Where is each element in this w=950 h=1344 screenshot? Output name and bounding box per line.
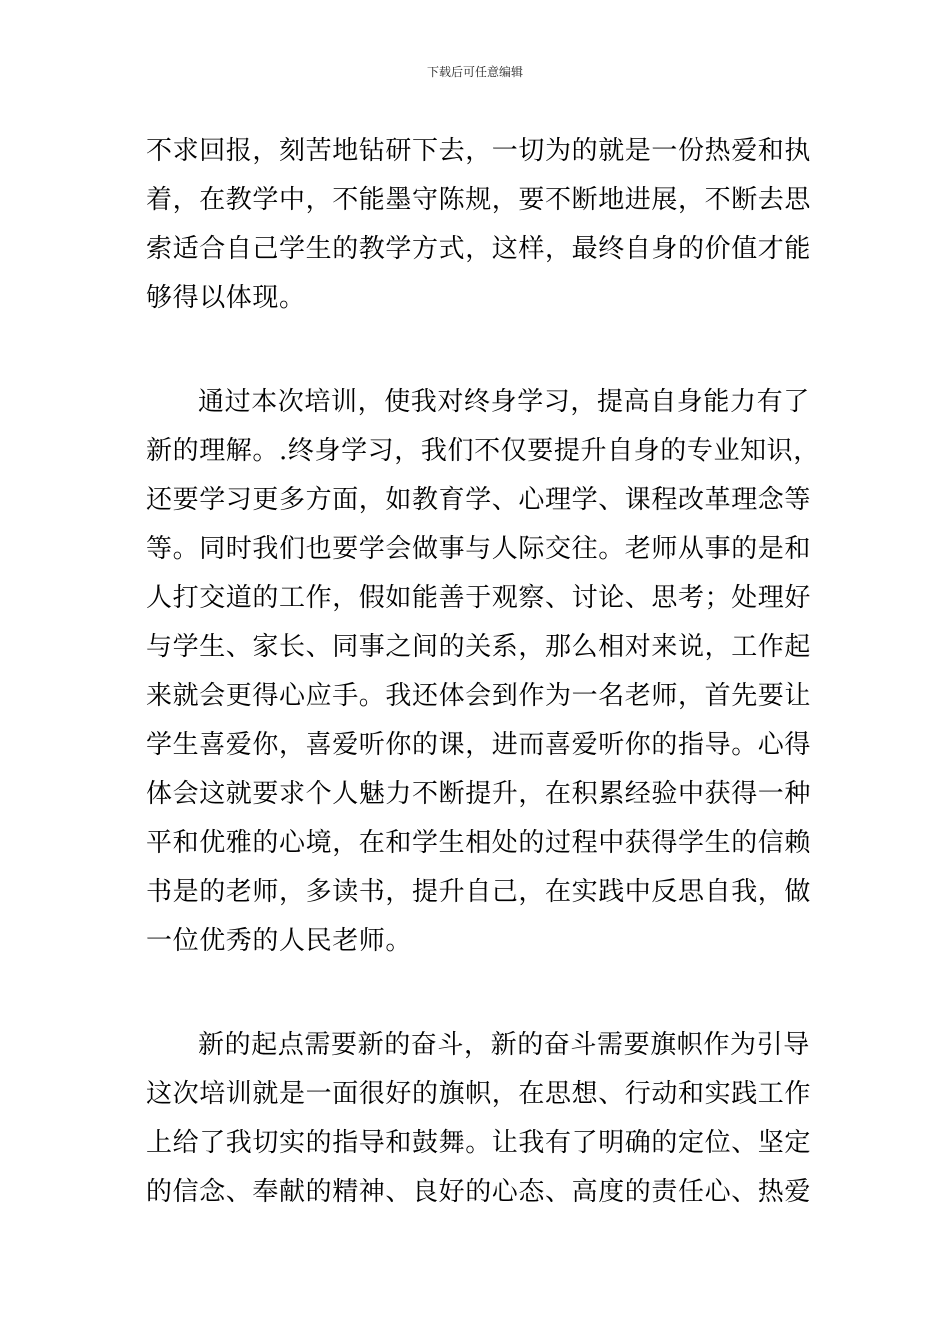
text-line: 书是的老师，多读书，提升自己，在实践中反思自我，做 <box>146 877 812 907</box>
text-line: 新的理解。.终身学习，我们不仅要提升自身的专业知识， <box>146 436 820 466</box>
text-line: 通过本次培训，使我对终身学习，提高自身能力有了 <box>198 387 810 417</box>
text-line: 一位优秀的人民老师。 <box>146 926 413 956</box>
text-line: 索适合自己学生的教学方式，这样，最终自身的价值才能 <box>146 234 812 264</box>
document-body <box>146 127 820 1217</box>
text-line: 还要学习更多方面，如教育学、心理学、课程改革理念等 <box>146 485 812 515</box>
text-line: 着，在教学中，不能墨守陈规，要不断地进展，不断去思 <box>146 185 812 215</box>
paragraph-gap <box>146 323 806 378</box>
text-line: 来就会更得心应手。我还体会到作为一名老师，首先要让 <box>146 681 812 711</box>
page-header: 下载后可任意编辑 <box>426 65 523 79</box>
text-line: 不求回报，刻苦地钻研下去，一切为的就是一份热爱和执 <box>146 136 812 166</box>
paragraph-3 <box>146 1021 812 1217</box>
paragraph-1 <box>146 127 812 323</box>
paragraph-2 <box>146 378 820 966</box>
text-line: 新的起点需要新的奋斗，新的奋斗需要旗帜作为引导 <box>198 1030 810 1060</box>
text-line: 等。同时我们也要学会做事与人际交往。老师从事的是和 <box>146 534 812 564</box>
text-line: 与学生、家长、同事之间的关系，那么相对来说，工作起 <box>146 632 812 662</box>
text-line: 平和优雅的心境，在和学生相处的过程中获得学生的信赖 <box>146 828 812 858</box>
text-line: 这次培训就是一面很好的旗帜，在思想、行动和实践工作 <box>146 1079 812 1109</box>
text-line: 够得以体现。 <box>146 283 306 313</box>
text-line: 的信念、奉献的精神、良好的心态、高度的责任心、热爱 <box>146 1177 812 1207</box>
text-line: 体会这就要求个人魅力不断提升，在积累经验中获得一种 <box>146 779 812 809</box>
text-line: 学生喜爱你，喜爱听你的课，进而喜爱听你的指导。心得 <box>146 730 812 760</box>
text-line: 人打交道的工作，假如能善于观察、讨论、思考；处理好 <box>146 583 812 613</box>
paragraph-gap <box>146 966 806 1021</box>
text-line: 上给了我切实的指导和鼓舞。让我有了明确的定位、坚定 <box>146 1128 812 1158</box>
